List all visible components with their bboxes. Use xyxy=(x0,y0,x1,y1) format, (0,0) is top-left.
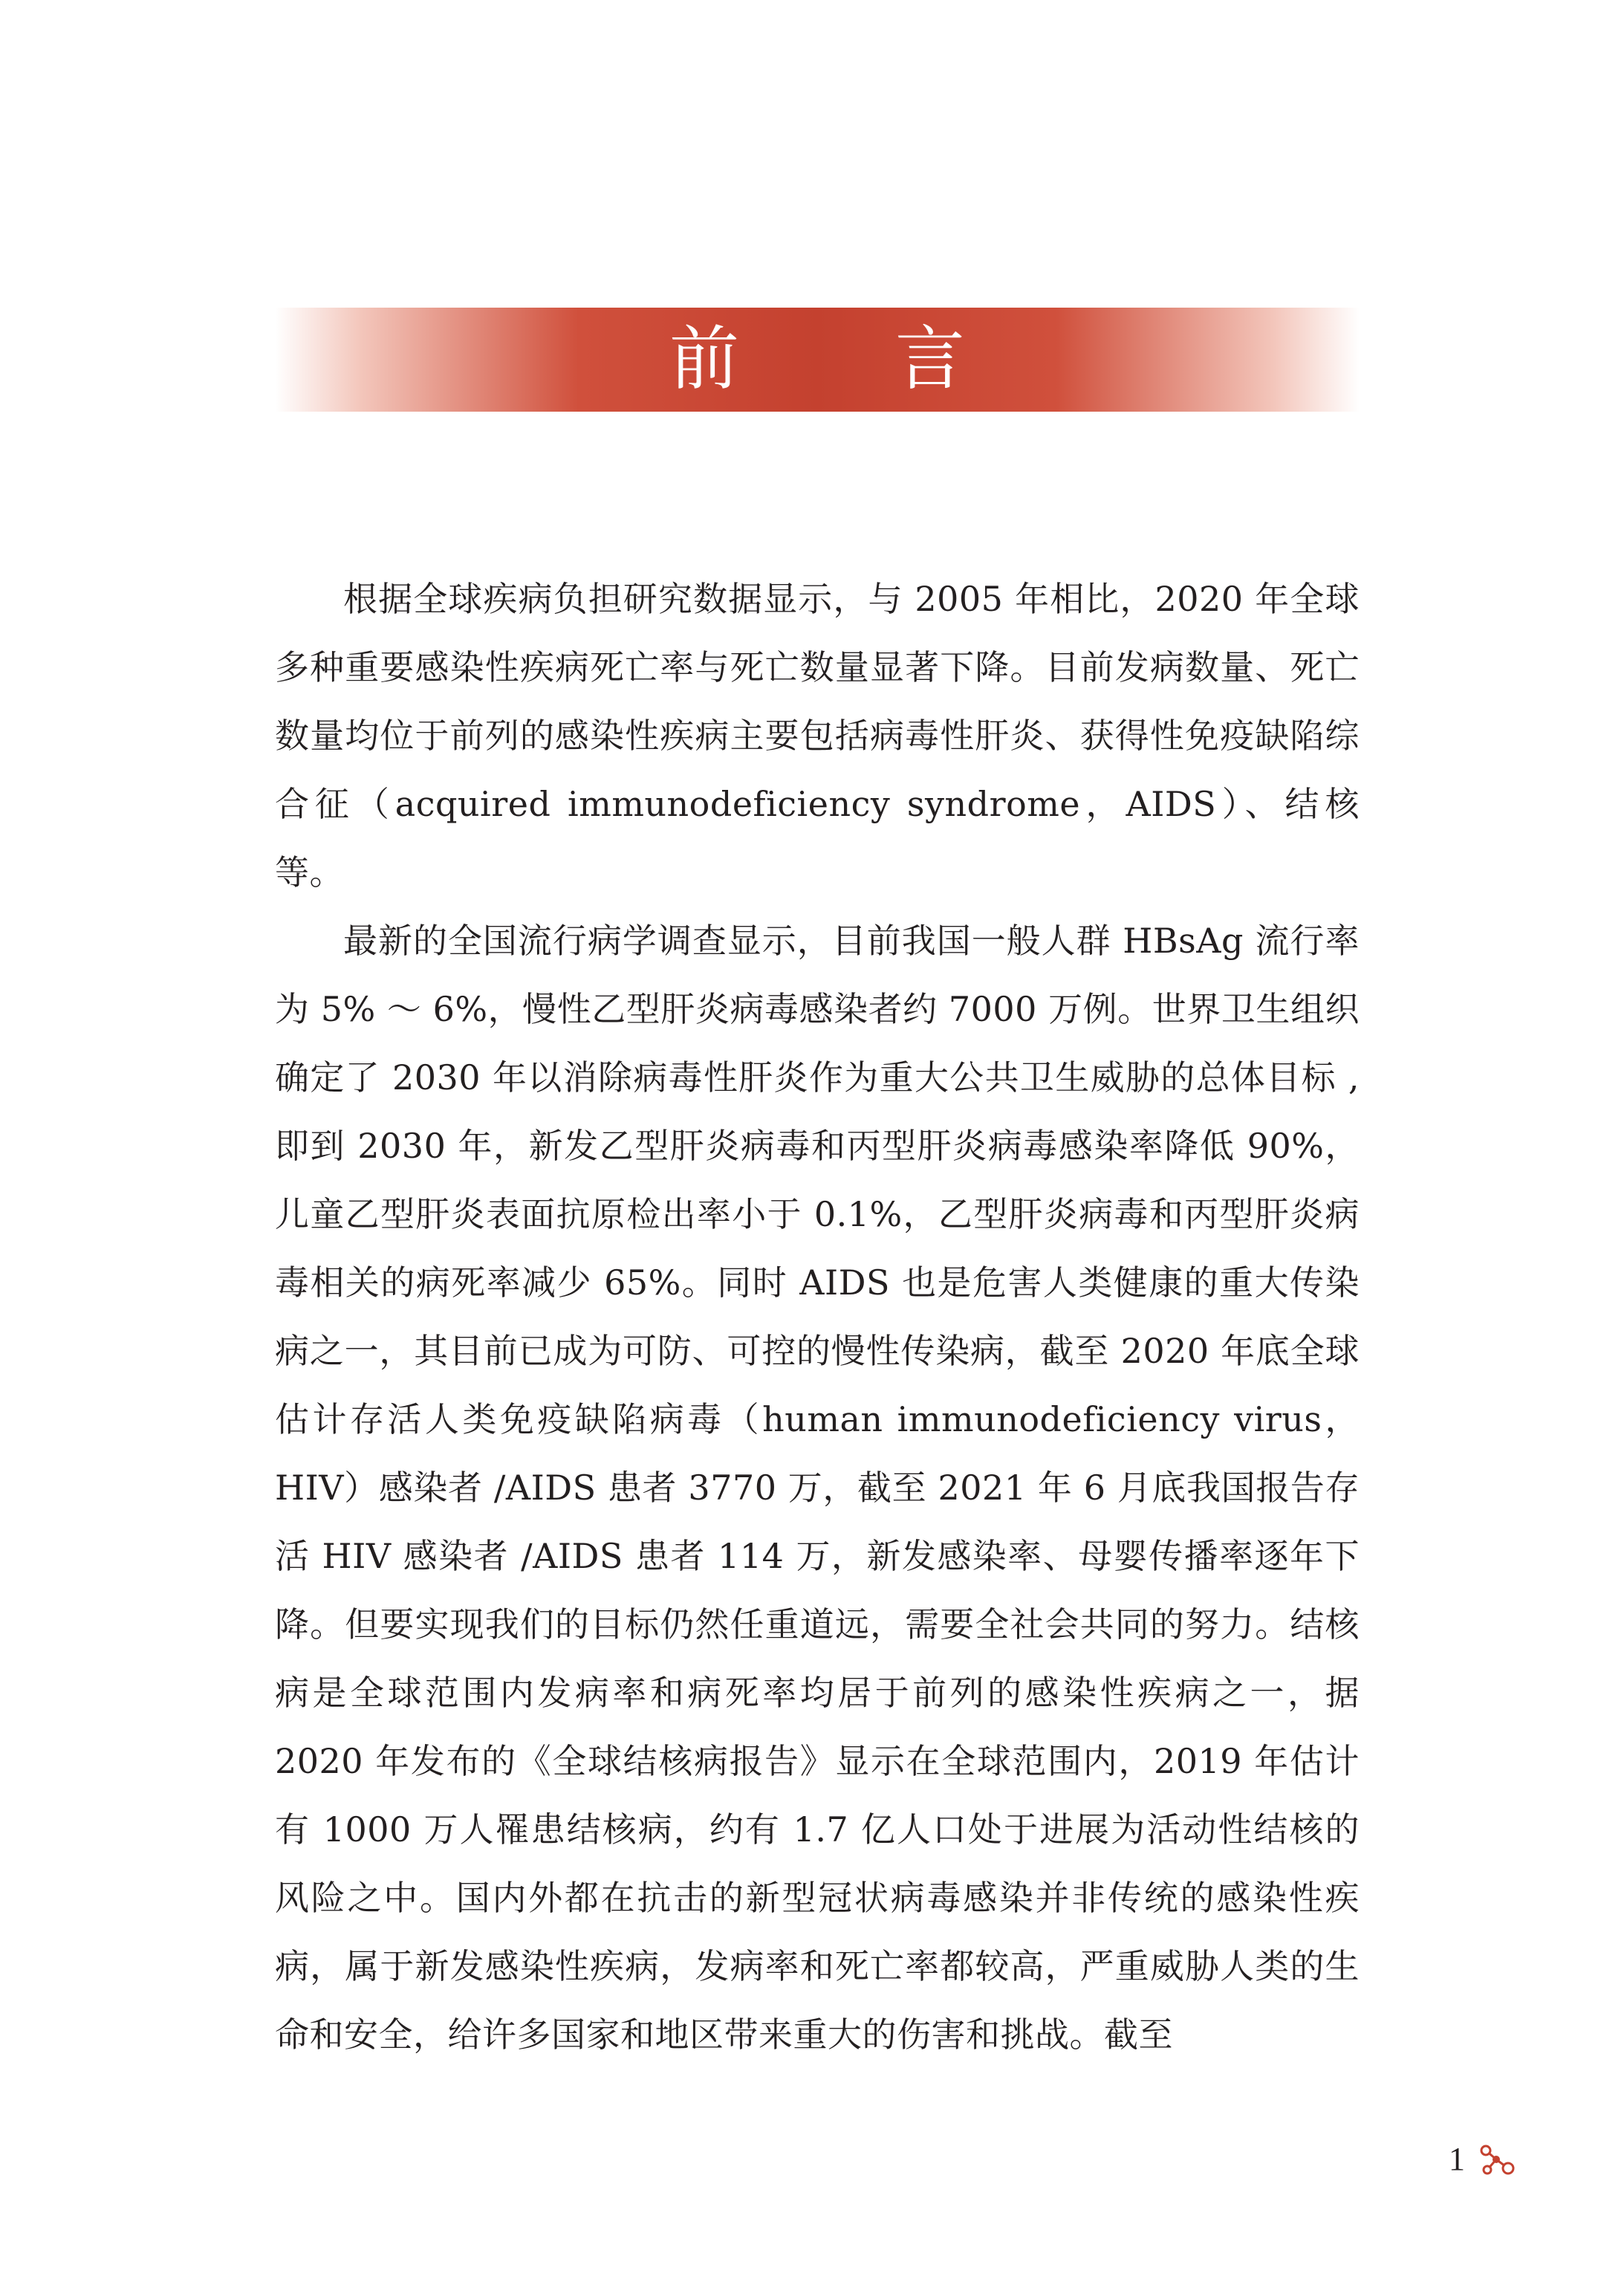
body-text xyxy=(275,565,1360,2069)
page-title: 前 言 xyxy=(669,319,1032,400)
page-number: 1 xyxy=(1449,2141,1465,2177)
molecule-icon xyxy=(1477,2140,1517,2180)
paragraph: 最新的全国流行病学调查显示，目前我国一般人群 HBsAg 流行率为 5% ～ 6%，慢性乙型肝炎病毒感染者约 7000 万例。世界卫生组织确定了 2030 年以消除病毒性肝炎作为重大公共卫生威胁的总体目标 , 即到 2030 年，新发乙型肝炎病毒和丙型肝炎病毒感染率降低 90%，儿童乙型肝炎表面抗原检出率小于 0.1%，乙型肝炎病毒和丙型肝炎病毒相关的病死率减少 65%。同时 AIDS 也是危害人类健康的重大传染病之一，其目前已成为可防、可控的慢性传染病，截至 2020 年底全球估计存活人类免疫缺陷病毒（human immunodeficiency virus，HIV）感染者 /AIDS 患者 3770 万，截至 2021 年 6 月底我国报告存活 HIV 感染者 /AIDS 患者 114 万，新发感染率、母婴传播率逐年下降。但要实现我们的目标仍然任重道远，需要全社会共同的努力。结核病是全球范围内发病率和病死率均居于前列的感染性疾病之一，据 2020 年发布的《全球结核病报告》显示在全球范围内，2019 年估计有 1000 万人罹患结核病，约有 1.7 亿人口处于进展为活动性结核的风险之中。国内外都在抗击的新型冠状病毒感染并非传统的感染性疾病，属于新发感染性疾病，发病率和死亡率都较高，严重威胁人类的生命和安全，给许多国家和地区带来重大的伤害和挑战。截至 xyxy=(275,921,1360,2055)
paragraph: 根据全球疾病负担研究数据显示，与 2005 年相比，2020 年全球多种重要感染性疾病死亡率与死亡数量显著下降。目前发病数量、死亡数量均位于前列的感染性疾病主要包括病毒性肝炎、获得性免疫缺陷综合征（acquired immunodeficiency syndrome，AIDS）、结核等。 xyxy=(275,579,1360,892)
title-banner xyxy=(275,308,1360,412)
